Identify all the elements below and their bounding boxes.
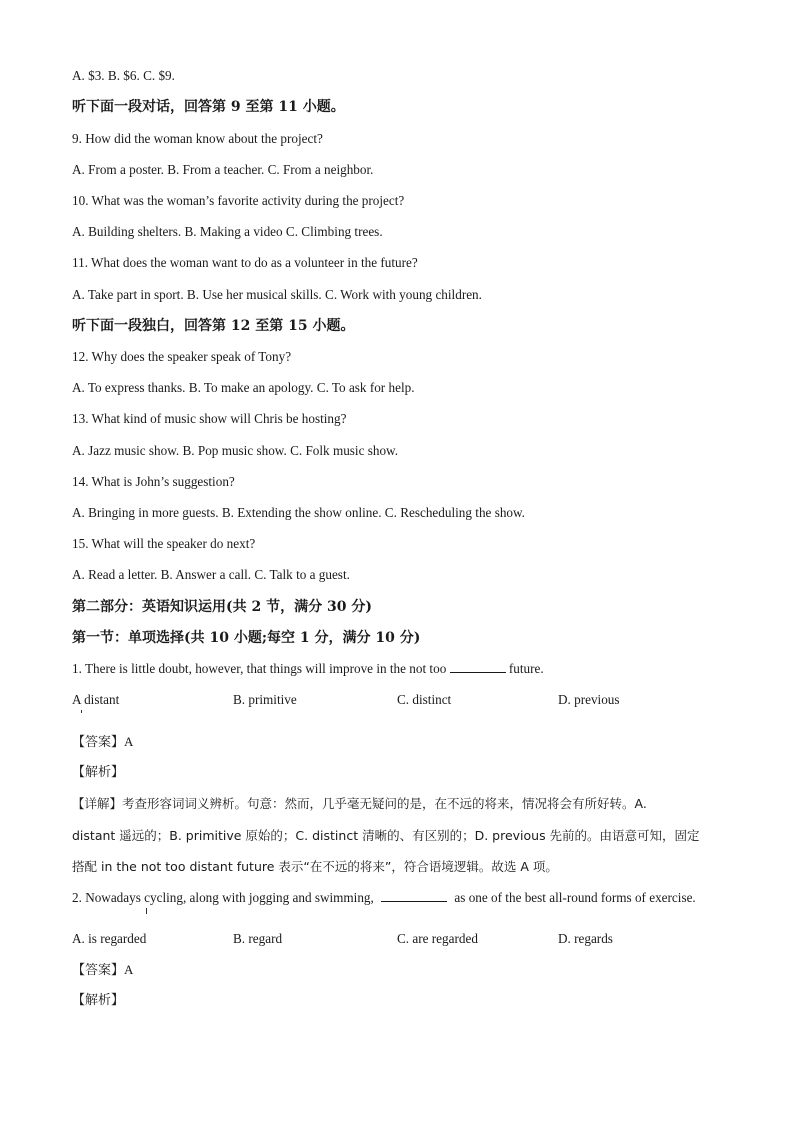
mcq-2-option-a: A. is regarded xyxy=(72,931,147,946)
mcq-2-option-d: D. regards xyxy=(558,931,613,946)
mcq-1-stem-before: 1. There is little doubt, however, that things will improve in the not too xyxy=(72,661,447,676)
mcq-2-stem xyxy=(72,889,696,907)
question-15-options: A. Read a letter. B. Answer a call. C. Talk to a guest. xyxy=(72,567,350,582)
mcq-2-option-b: B. regard xyxy=(233,931,283,946)
section-heading-q12-15: 听下面一段独白，回答第 12 至第 15 小题。 xyxy=(72,318,355,334)
mcq-1-option-a: A distant xyxy=(72,692,120,707)
question-9: 9. How did the woman know about the project? xyxy=(72,131,323,146)
question-13: 13. What kind of music show will Chris be hosting? xyxy=(72,411,347,426)
mcq-1-option-b: B. primitive xyxy=(233,692,297,707)
explanation-1-text-1: 考查形容词词义辨析。句意：然而，几乎毫无疑问的是，在不远的将来，情况将会有所好转。A. xyxy=(122,796,647,811)
explanation-1-line-1 xyxy=(72,795,647,813)
question-12: 12. Why does the speaker speak of Tony? xyxy=(72,349,292,364)
mcq-1-option-d: D. previous xyxy=(558,692,620,707)
stray-mark-2 xyxy=(146,908,147,914)
question-15: 15. What will the speaker do next? xyxy=(72,536,256,551)
part-two-heading: 第二部分：英语知识运用(共 2 节，满分 30 分) xyxy=(72,599,372,615)
answer-2 xyxy=(72,961,133,980)
question-11-options: A. Take part in sport. B. Use her musical skills. C. Work with young children. xyxy=(72,287,482,302)
explanation-1-tag: 【详解】 xyxy=(72,796,123,811)
mcq-2-option-c: C. are regarded xyxy=(397,931,478,946)
question-12-options: A. To express thanks. B. To make an apology. C. To ask for help. xyxy=(72,380,415,395)
mcq-2-stem-after: as one of the best all-round forms of exercise. xyxy=(454,890,696,905)
analysis-2-tag: 【解析】 xyxy=(72,993,125,1008)
analysis-1-tag: 【解析】 xyxy=(72,765,125,780)
question-14-options: A. Bringing in more guests. B. Extending the show online. C. Rescheduling the show. xyxy=(72,505,525,520)
mcq-1-blank xyxy=(450,660,506,673)
question-14: 14. What is John’s suggestion? xyxy=(72,474,235,489)
mcq-2-blank xyxy=(381,889,447,902)
mcq-1-stem-after: future. xyxy=(508,661,544,676)
question-11: 11. What does the woman want to do as a volunteer in the future? xyxy=(72,255,418,270)
question-13-options: A. Jazz music show. B. Pop music show. C. Folk music show. xyxy=(72,443,399,458)
mcq-1-option-c: C. distinct xyxy=(397,692,452,707)
answer-2-tag: 【答案】 xyxy=(72,963,125,978)
answer-1 xyxy=(72,733,133,752)
explanation-1-line-3: 搭配 in the not too distant future 表示“在不远的将来”，符合语境逻辑。故选 A 项。 xyxy=(72,859,558,874)
explanation-1-line-2: distant 遥远的；B. primitive 原始的；C. distinct 清晰的、有区别的；D. previous 先前的。由语意可知，固定 xyxy=(72,828,700,843)
answer-1-tag: 【答案】 xyxy=(72,735,125,750)
mcq-2-stem-before: 2. Nowadays cycling, along with jogging and swimming, xyxy=(72,890,374,905)
stray-mark xyxy=(81,710,82,713)
question-10: 10. What was the woman’s favorite activity during the project? xyxy=(72,193,405,208)
section-heading-q9-11: 听下面一段对话，回答第 9 至第 11 小题。 xyxy=(72,99,345,115)
section-one-heading: 第一节：单项选择(共 10 小题;每空 1 分，满分 10 分) xyxy=(72,630,421,646)
question-9-options: A. From a poster. B. From a teacher. C. From a neighbor. xyxy=(72,162,374,177)
mcq-1-stem xyxy=(72,660,544,678)
q8-options: A. $3. B. $6. C. $9. xyxy=(72,68,175,83)
answer-1-value: A xyxy=(124,734,134,749)
question-10-options: A. Building shelters. B. Making a video C. Climbing trees. xyxy=(72,224,383,239)
answer-2-value: A xyxy=(124,962,134,977)
